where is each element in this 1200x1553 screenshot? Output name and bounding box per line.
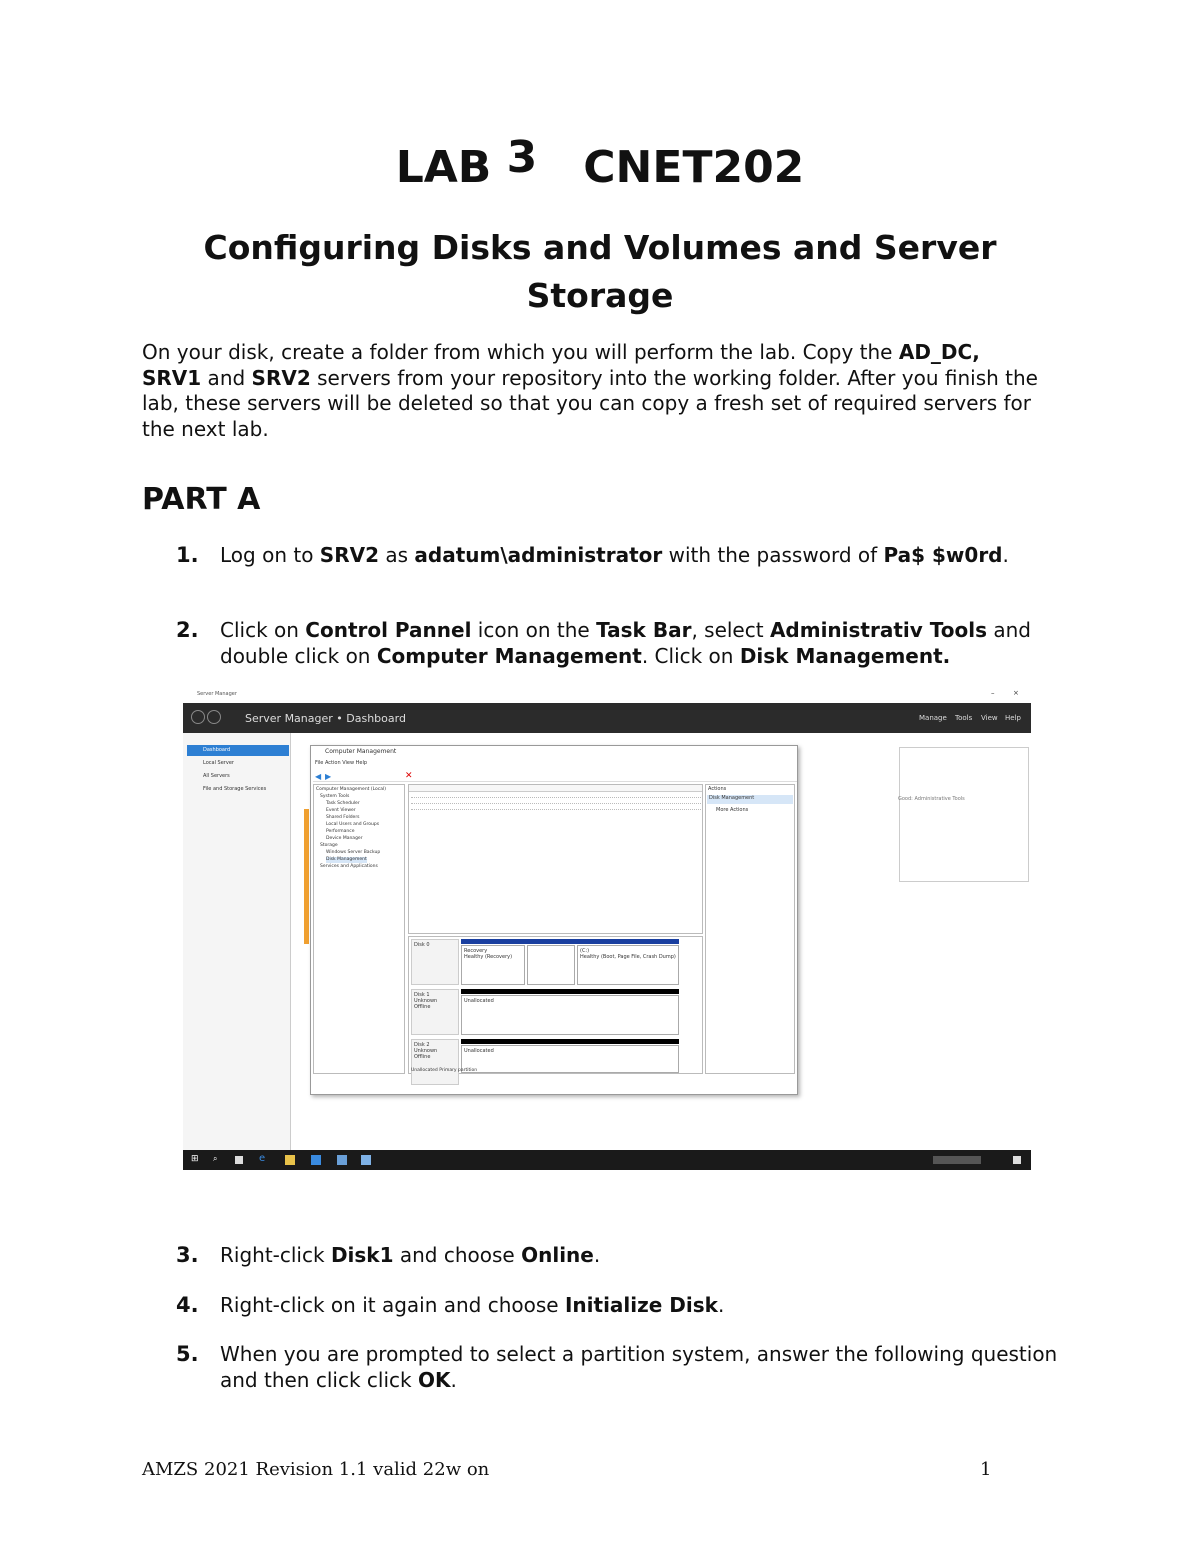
disk-2-unallocated[interactable]: Unallocated — [461, 1045, 679, 1073]
tree-item[interactable]: Services and Applications — [320, 864, 378, 869]
step-4-b1: Initialize Disk — [564, 1293, 718, 1317]
system-tray-icon — [933, 1156, 981, 1164]
footer-revision: AMZS 2021 Revision 1.1 valid 22w on — [142, 1459, 490, 1480]
edge-icon[interactable]: e — [259, 1153, 266, 1164]
sidebar-item-file-storage[interactable]: File and Storage Services — [203, 786, 267, 792]
actions-disk-management[interactable]: Disk Management — [707, 795, 793, 804]
step-2-b1: Control Pannel — [305, 618, 472, 642]
disk-legend: Unallocated Primary partition — [411, 1068, 478, 1073]
step-2-b3: Administrativ Tools — [769, 618, 987, 642]
title-course: CNET202 — [583, 142, 805, 193]
table-row[interactable] — [411, 806, 701, 810]
partition-status: Healthy (Recovery) — [464, 954, 513, 960]
intro-text-1: On your disk, create a folder from which you will perform the lab. Copy the — [142, 340, 899, 364]
disk-2-state: Offline — [414, 1054, 431, 1060]
tree-item-selected[interactable]: Disk Management — [326, 857, 367, 862]
actions-header: Actions — [708, 786, 727, 792]
tree-item[interactable]: System Tools — [320, 794, 350, 799]
sidebar-item-local-server[interactable]: Local Server — [203, 760, 234, 766]
step-text — [220, 617, 1076, 669]
step-2-t2: icon on the — [471, 618, 597, 642]
menu-manage[interactable]: Manage — [919, 714, 947, 722]
titlebar-text: Server Manager • Dashboard — [245, 712, 406, 725]
window-topbar — [183, 688, 1031, 702]
step-2-b5: Disk Management. — [739, 644, 951, 668]
step-2-t4: and double click on — [220, 618, 1031, 668]
step-text — [220, 1242, 1076, 1268]
disk-0-efi[interactable] — [527, 945, 575, 985]
step-1-b1: SRV2 — [319, 543, 379, 567]
tree-item[interactable]: Computer Management (Local) — [316, 787, 387, 792]
disk-view — [408, 936, 703, 1074]
step-4-t2: . — [717, 1293, 725, 1317]
menu-help[interactable]: Help — [1005, 714, 1021, 722]
tree-item[interactable]: Event Viewer — [326, 808, 356, 813]
disk-1-unallocated[interactable]: Unallocated — [461, 995, 679, 1035]
page-title — [0, 132, 1200, 193]
back-arrow-icon[interactable]: ◀ — [315, 772, 322, 781]
step-3 — [176, 1242, 1076, 1268]
step-2-t5: . Click on — [641, 644, 740, 668]
close-icon[interactable]: × — [1013, 689, 1019, 697]
disk-1-bar — [461, 989, 679, 994]
step-text — [220, 1292, 1076, 1318]
sidebar-item-all-servers[interactable]: All Servers — [203, 773, 230, 779]
tree-item[interactable]: Windows Server Backup — [326, 850, 381, 855]
intro-bold-srv1: SRV1 — [142, 365, 202, 390]
step-5-t2: . — [450, 1368, 457, 1392]
step-4 — [176, 1292, 1076, 1318]
table-row[interactable] — [411, 794, 701, 798]
step-number: 4. — [176, 1293, 199, 1317]
disk-0-c-drive[interactable] — [577, 945, 679, 985]
disk-2-label — [411, 1039, 459, 1085]
table-row[interactable] — [411, 800, 701, 804]
forward-icon[interactable] — [207, 710, 221, 724]
welcome-panel — [899, 747, 1029, 882]
taskbar — [183, 1150, 1031, 1170]
step-text — [220, 542, 1076, 568]
cm-title: Computer Management — [325, 748, 397, 755]
step-5-b1: OK — [417, 1368, 451, 1392]
step-1 — [176, 542, 1076, 568]
title-lab: LAB — [395, 142, 492, 193]
disk-2-name: Disk 2 — [414, 1042, 430, 1048]
disk-0-row[interactable] — [411, 939, 681, 985]
intro-paragraph — [142, 340, 1062, 442]
tree-item[interactable]: Device Manager — [326, 836, 363, 841]
step-1-t1: Log on to — [220, 543, 320, 567]
intro-bold-ad-dc: AD_DC, — [898, 340, 980, 364]
start-icon[interactable]: ⊞ — [191, 1154, 199, 1164]
actions-more[interactable]: More Actions — [716, 807, 749, 813]
tree-item[interactable]: Performance — [326, 829, 355, 834]
step-1-t3: with the password of — [662, 543, 884, 567]
step-text — [220, 1341, 1076, 1393]
step-number: 3. — [176, 1243, 199, 1267]
window-title: Server Manager — [197, 691, 237, 697]
server-manager-icon[interactable] — [311, 1155, 321, 1165]
disk-0-bar — [461, 939, 679, 944]
disk-2-bar — [461, 1039, 679, 1044]
notifications-icon[interactable] — [1013, 1156, 1021, 1164]
disk-1-label — [411, 989, 459, 1035]
tree-item[interactable]: Task Scheduler — [326, 801, 360, 806]
forward-arrow-icon[interactable]: ▶ — [325, 772, 332, 781]
back-icon[interactable] — [191, 710, 205, 724]
tree-item[interactable]: Shared Folders — [326, 815, 360, 820]
right-panel-text: Good: Administrative Tools — [898, 796, 965, 802]
partition-label: Recovery — [464, 948, 488, 954]
step-2-b4: Computer Management — [376, 644, 642, 668]
menu-tools[interactable]: Tools — [955, 714, 973, 722]
step-1-t4: . — [1002, 543, 1009, 567]
tree-item[interactable]: Local Users and Groups — [326, 822, 380, 827]
subtitle: Configuring Disks and Volumes and Server Storage — [203, 228, 997, 315]
actions-pane — [705, 784, 795, 1074]
step-4-t1: Right-click on it again and choose — [220, 1293, 565, 1317]
search-icon[interactable]: ⌕ — [213, 1154, 218, 1163]
tree-item[interactable]: Storage — [320, 843, 338, 848]
disk-2-status: Unknown — [414, 1048, 438, 1054]
step-3-b2: Online — [521, 1243, 594, 1267]
step-3-b1: Disk1 — [330, 1243, 394, 1267]
disk-2-row[interactable] — [411, 1039, 681, 1085]
title-lab-number: 3 — [506, 132, 538, 183]
computer-management-icon[interactable] — [337, 1155, 347, 1165]
cm-tree — [313, 784, 405, 1074]
disk-1-status: Unknown — [414, 998, 438, 1004]
partition-label: (C:) — [580, 948, 590, 954]
step-number: 1. — [176, 543, 199, 567]
step-number: 5. — [176, 1342, 199, 1366]
sidebar-item-dashboard[interactable]: Dashboard — [187, 745, 289, 756]
control-panel-icon[interactable] — [361, 1155, 371, 1165]
step-3-t1: Right-click — [220, 1243, 331, 1267]
server-manager-sidebar — [183, 733, 291, 1150]
step-number: 2. — [176, 618, 199, 642]
step-1-t2: as — [379, 543, 415, 567]
disk-1-state: Offline — [414, 1004, 431, 1010]
volume-list — [408, 784, 703, 934]
quick-start-bar — [304, 809, 309, 944]
delete-icon[interactable]: ✕ — [405, 771, 413, 781]
step-3-t2: and choose — [393, 1243, 522, 1267]
minimize-icon[interactable]: – — [991, 689, 995, 697]
step-1-b2: adatum\administrator — [414, 543, 663, 567]
computer-management-window — [310, 745, 798, 1095]
step-3-t3: . — [593, 1243, 601, 1267]
disk-0-recovery[interactable] — [461, 945, 525, 985]
partition-status: Healthy (Boot, Page File, Crash Dump) — [580, 954, 676, 960]
intro-bold-srv2: SRV2 — [251, 365, 311, 390]
disk-1-name: Disk 1 — [414, 992, 430, 998]
disk-1-row[interactable] — [411, 989, 681, 1035]
page-number: 1 — [980, 1459, 992, 1480]
step-1-b3: Pa$ $w0rd — [883, 543, 1003, 567]
step-2 — [176, 617, 1076, 669]
cm-menu[interactable]: File Action View Help — [315, 760, 368, 766]
disk-0-label: Disk 0 — [411, 939, 459, 985]
file-explorer-icon[interactable] — [285, 1155, 295, 1165]
task-view-icon[interactable] — [235, 1156, 243, 1164]
step-2-t3: , select — [691, 618, 770, 642]
menu-view[interactable]: View — [981, 714, 998, 722]
list-header — [409, 785, 702, 792]
step-2-t1: Click on — [220, 618, 306, 642]
server-manager-titlebar — [183, 703, 1031, 733]
step-5-t1: When you are prompted to select a partition system, answer the following question and then click click — [220, 1342, 1058, 1392]
cm-toolbar — [313, 770, 797, 782]
intro-text-4: servers from your repository into the working folder. After you finish the lab, these servers will be deleted so that you can copy a fresh set of required servers for the next lab. — [142, 365, 1038, 441]
step-5 — [176, 1341, 1076, 1393]
part-heading: PART A — [142, 482, 261, 517]
server-manager-screenshot — [183, 688, 1031, 1170]
step-2-b2: Task Bar — [596, 618, 692, 642]
intro-text-3: and — [201, 365, 252, 390]
